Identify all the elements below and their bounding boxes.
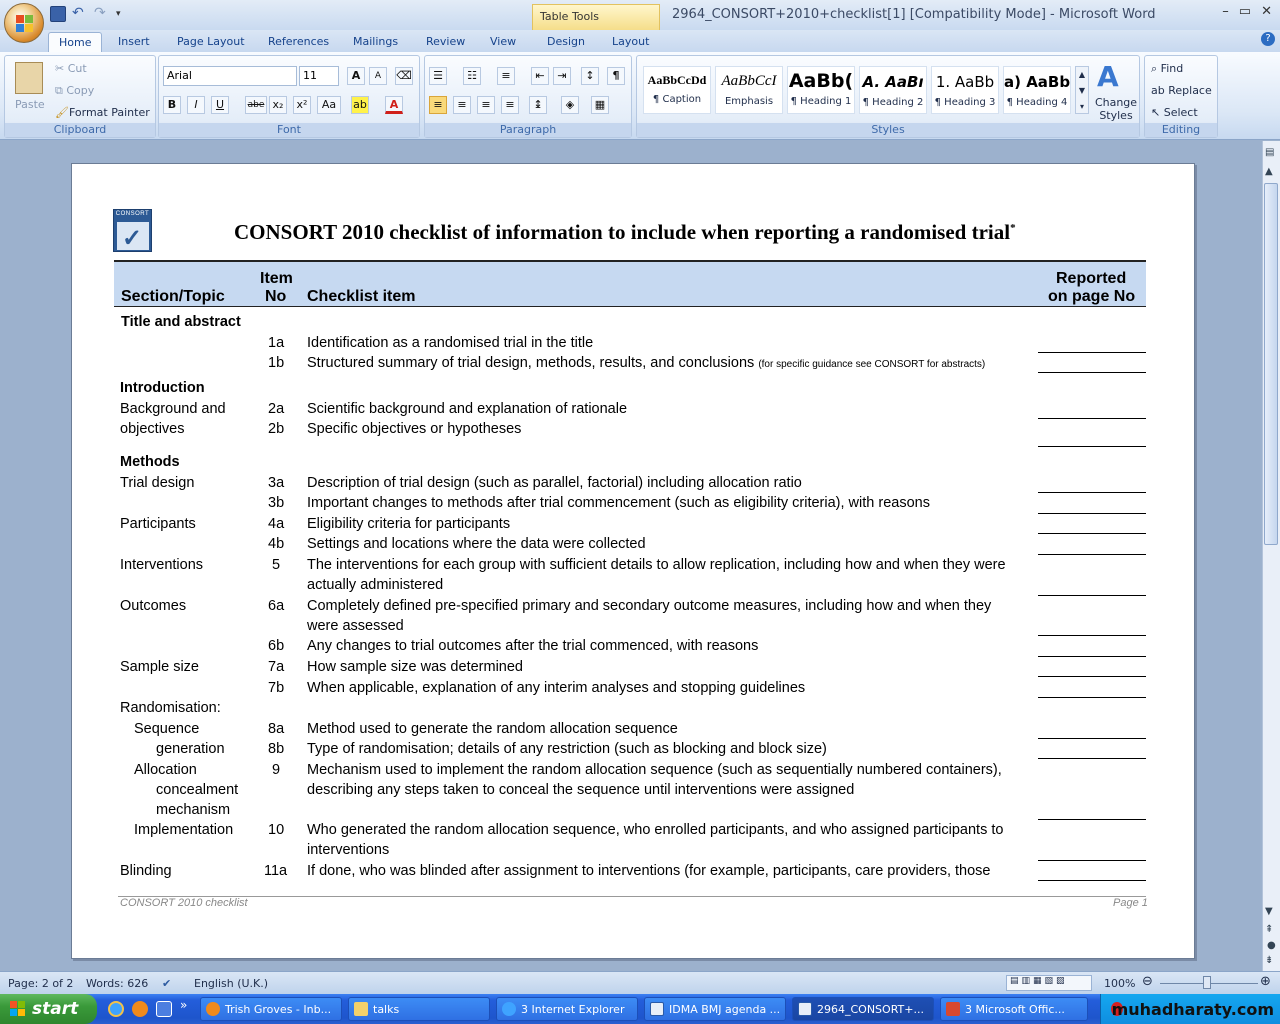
taskbar-item[interactable]: 3 Internet Explorer bbox=[496, 997, 638, 1021]
item-number: 1a bbox=[268, 335, 285, 351]
ie-icon bbox=[502, 1002, 516, 1016]
office-icon bbox=[946, 1002, 960, 1016]
tab-review[interactable]: Review bbox=[426, 35, 466, 48]
item-text: Type of randomisation; details of any restriction (such as blocking and block size) bbox=[307, 741, 827, 757]
font-size-combo[interactable]: 11 bbox=[299, 66, 339, 86]
page-number-line[interactable] bbox=[1038, 554, 1146, 555]
editing-label: Editing bbox=[1145, 123, 1217, 137]
page-number-line[interactable] bbox=[1038, 880, 1146, 881]
item-number: 2a bbox=[268, 401, 285, 417]
header-item: Item bbox=[260, 270, 293, 287]
strikethrough-button[interactable]: abe bbox=[245, 96, 267, 114]
restore-button[interactable]: ▭ bbox=[1238, 4, 1252, 19]
tab-page-layout[interactable]: Page Layout bbox=[177, 35, 245, 48]
tab-insert[interactable]: Insert bbox=[118, 35, 150, 48]
format-painter-button[interactable]: 🖌Format Painter bbox=[55, 106, 150, 119]
system-tray bbox=[1100, 994, 1280, 1024]
view-buttons[interactable]: ▤▥▦▧▨ bbox=[1006, 975, 1092, 991]
zoom-in-icon[interactable]: ⊕ bbox=[1260, 974, 1271, 989]
item-text: Description of trial design (such as parallel, factorial) including allocation ratio bbox=[307, 475, 802, 491]
next-page-icon[interactable]: ⇟ bbox=[1265, 955, 1274, 966]
minimize-button[interactable]: – bbox=[1222, 4, 1229, 19]
change-case-button[interactable]: Aa bbox=[317, 96, 341, 114]
zoom-level[interactable]: 100% bbox=[1104, 977, 1136, 990]
language-indicator[interactable]: English (U.K.) bbox=[194, 977, 269, 990]
ruler-toggle-icon[interactable]: ▤ bbox=[1265, 147, 1275, 158]
zoom-slider-thumb[interactable] bbox=[1203, 976, 1211, 989]
undo-icon[interactable]: ↶ bbox=[72, 5, 84, 21]
style-heading-3[interactable]: 1. AaBb ¶ Heading 3 bbox=[931, 66, 999, 114]
section-topic: Allocation bbox=[134, 762, 197, 778]
windows-logo-icon bbox=[10, 1001, 26, 1017]
start-button[interactable]: start bbox=[0, 994, 97, 1024]
page-number-line[interactable] bbox=[1038, 635, 1146, 636]
line-spacing-icon[interactable]: ↨ bbox=[529, 96, 547, 114]
copy-icon: ⧉ bbox=[55, 84, 67, 97]
section-topic: Trial design bbox=[120, 475, 195, 491]
borders-icon[interactable]: ▦ bbox=[591, 96, 609, 114]
clipboard-label: Clipboard bbox=[5, 123, 155, 137]
title-bar bbox=[0, 0, 1280, 30]
tab-mailings[interactable]: Mailings bbox=[353, 35, 399, 48]
taskbar-item[interactable]: IDMA BMJ agenda ... bbox=[644, 997, 786, 1021]
item-text: Eligibility criteria for participants bbox=[307, 516, 511, 532]
page-number-line[interactable] bbox=[1038, 513, 1146, 514]
item-text: Mechanism used to implement the random allocation sequence (such as sequentially numbered containers), bbox=[307, 762, 1002, 778]
cursor-icon: ↖ bbox=[1151, 106, 1164, 119]
styles-scroll[interactable]: ▲ ▼ ▾ bbox=[1075, 66, 1089, 114]
watermark-text: muhadharaty.com bbox=[1111, 1000, 1274, 1019]
previous-page-icon[interactable]: ⇞ bbox=[1265, 924, 1274, 935]
highlight-icon[interactable]: ab bbox=[351, 96, 369, 114]
style-heading-2[interactable]: A. AaBı ¶ Heading 2 bbox=[859, 66, 927, 114]
underline-button[interactable]: U bbox=[211, 96, 229, 114]
word-doc-icon bbox=[650, 1002, 664, 1016]
replace-icon: ab bbox=[1151, 84, 1169, 97]
item-number: 7a bbox=[268, 659, 285, 675]
numbering-icon[interactable]: ☷ bbox=[463, 67, 481, 85]
item-text: When applicable, explanation of any interim analyses and stopping guidelines bbox=[307, 680, 806, 696]
tab-layout[interactable]: Layout bbox=[612, 35, 650, 48]
page-number-line[interactable] bbox=[1038, 446, 1146, 447]
paragraph-label: Paragraph bbox=[425, 123, 631, 137]
section-topic: objectives bbox=[120, 421, 185, 437]
item-text: Identification as a randomised trial in the title bbox=[307, 335, 594, 351]
footer-left: CONSORT 2010 checklist bbox=[120, 897, 248, 909]
close-button[interactable]: ✕ bbox=[1261, 4, 1272, 19]
page-number-line[interactable] bbox=[1038, 533, 1146, 534]
tab-home[interactable]: Home bbox=[48, 32, 102, 52]
item-text-continued: interventions bbox=[307, 842, 390, 858]
item-number: 3b bbox=[268, 495, 285, 511]
paste-icon[interactable] bbox=[15, 62, 43, 94]
item-number: 11a bbox=[264, 863, 288, 879]
scroll-down-icon[interactable]: ▼ bbox=[1265, 906, 1273, 917]
section-topic: Blinding bbox=[120, 863, 172, 879]
item-text: Important changes to methods after trial commencement (such as eligibility criteria), with reasons bbox=[307, 495, 930, 511]
item-number: 8a bbox=[268, 721, 285, 737]
paste-button[interactable]: Paste bbox=[15, 98, 45, 111]
page-number-line[interactable] bbox=[1038, 697, 1146, 698]
word-count[interactable]: Words: 626 bbox=[86, 977, 149, 990]
page-number-line[interactable] bbox=[1038, 595, 1146, 596]
justify-icon[interactable]: ≡ bbox=[501, 96, 519, 114]
bullets-icon[interactable]: ☰ bbox=[429, 67, 447, 85]
section-heading: Title and abstract bbox=[121, 314, 241, 330]
item-text: Scientific background and explanation of rationale bbox=[307, 401, 628, 417]
section-topic: Outcomes bbox=[120, 598, 187, 614]
align-left-icon[interactable]: ≡ bbox=[429, 96, 447, 114]
window-title: 2964_CONSORT+2010+checklist[1] [Compatibility Mode] - Microsoft Word bbox=[672, 7, 1156, 22]
paragraph-group bbox=[424, 55, 632, 138]
section-topic: Randomisation: bbox=[120, 700, 221, 716]
section-topic: generation bbox=[156, 741, 225, 757]
header-section-topic: Section/Topic bbox=[121, 288, 225, 305]
header-reported: Reported bbox=[1056, 270, 1127, 287]
page-number-line[interactable] bbox=[1038, 656, 1146, 657]
taskbar bbox=[0, 994, 1280, 1024]
replace-button[interactable]: ab Replace bbox=[1151, 84, 1212, 97]
show-formatting-icon[interactable]: ¶ bbox=[607, 67, 625, 85]
find-button[interactable]: ⌕ Find bbox=[1151, 62, 1184, 75]
bold-button[interactable]: B bbox=[163, 96, 181, 114]
item-text-continued: actually administered bbox=[307, 577, 444, 593]
item-text-continued: describing any steps taken to conceal the sequence until interventions were assigned bbox=[307, 782, 855, 798]
table-tools-context: Table Tools bbox=[532, 4, 660, 30]
header-on-page-no: on page No bbox=[1048, 288, 1136, 305]
item-text: If done, who was blinded after assignment to interventions (for example, participants, care providers, those bbox=[307, 863, 991, 879]
page-number-line[interactable] bbox=[1038, 372, 1146, 373]
item-number: 3a bbox=[268, 475, 285, 491]
item-text: Settings and locations where the data were collected bbox=[307, 536, 646, 552]
style-emphasis[interactable]: AaBbCcI Emphasis bbox=[715, 66, 783, 114]
firefox-quicklaunch-icon[interactable] bbox=[132, 1001, 148, 1017]
binoculars-icon: ⌕ bbox=[1151, 62, 1161, 75]
zoom-out-icon[interactable]: ⊖ bbox=[1142, 974, 1153, 989]
footer-rule bbox=[118, 896, 1146, 897]
decrease-indent-icon[interactable]: ⇤ bbox=[531, 67, 549, 85]
help-icon[interactable]: ? bbox=[1261, 32, 1275, 46]
section-heading: Introduction bbox=[120, 380, 205, 396]
taskbar-item[interactable]: 3 Microsoft Offic... bbox=[940, 997, 1088, 1021]
font-label: Font bbox=[159, 123, 419, 137]
styles-group bbox=[636, 55, 1140, 138]
item-number: 2b bbox=[268, 421, 285, 437]
item-number: 9 bbox=[272, 762, 281, 778]
shading-icon[interactable]: ◈ bbox=[561, 96, 579, 114]
page-number-line[interactable] bbox=[1038, 860, 1146, 861]
item-text: Completely defined pre-specified primary and secondary outcome measures, including how and when they bbox=[307, 598, 992, 614]
item-text: The interventions for each group with sufficient details to allow replication, including how and when they were bbox=[307, 557, 1006, 573]
editing-group bbox=[1144, 55, 1218, 138]
page-number-line[interactable] bbox=[1038, 418, 1146, 419]
tab-references[interactable]: References bbox=[268, 35, 330, 48]
window-controls bbox=[1222, 4, 1272, 19]
ribbon-tab-bar bbox=[0, 30, 1280, 52]
office-logo-icon bbox=[16, 15, 34, 33]
section-topic: Sample size bbox=[120, 659, 199, 675]
taskbar-item[interactable]: talks bbox=[348, 997, 490, 1021]
taskbar-item[interactable]: Trish Groves - Inb... bbox=[200, 997, 342, 1021]
grow-font-icon[interactable]: A bbox=[347, 67, 365, 85]
item-number: 4a bbox=[268, 516, 285, 532]
styles-label: Styles bbox=[637, 123, 1139, 137]
item-text: Any changes to trial outcomes after the trial commenced, with reasons bbox=[307, 638, 759, 654]
ribbon bbox=[0, 52, 1280, 140]
page-number-line[interactable] bbox=[1038, 492, 1146, 493]
checkmark-icon: ✓ bbox=[122, 225, 143, 252]
clipboard-group bbox=[4, 55, 156, 138]
section-topic: Background and bbox=[120, 401, 226, 417]
superscript-button[interactable]: x² bbox=[293, 96, 311, 114]
item-number: 1b bbox=[268, 355, 285, 371]
multilevel-list-icon[interactable]: ≡ bbox=[497, 67, 515, 85]
item-text: Specific objectives or hypotheses bbox=[307, 421, 522, 437]
word-doc-icon bbox=[798, 1002, 812, 1016]
scrollbar-thumb[interactable] bbox=[1264, 183, 1278, 545]
section-heading: Methods bbox=[120, 454, 180, 470]
footer-page: Page 1 bbox=[1113, 897, 1148, 909]
page-number-line[interactable] bbox=[1038, 676, 1146, 677]
subscript-button[interactable]: x₂ bbox=[269, 96, 287, 114]
header-checklist-item: Checklist item bbox=[307, 288, 416, 305]
section-topic-continued: mechanism bbox=[156, 802, 231, 818]
format-painter-icon: 🖌 bbox=[55, 106, 69, 119]
cut-button[interactable]: ✂ Cut bbox=[55, 62, 87, 75]
change-styles-icon: A bbox=[1097, 60, 1119, 93]
sort-icon[interactable]: ↕ bbox=[581, 67, 599, 85]
style-caption[interactable]: AaBbCcDd ¶ Caption bbox=[643, 66, 711, 114]
font-group bbox=[158, 55, 420, 138]
select-browse-object-icon[interactable]: ● bbox=[1267, 940, 1276, 951]
item-number: 7b bbox=[268, 680, 285, 696]
cut-icon: ✂ bbox=[55, 62, 68, 75]
consort-logo: CONSORT ✓ bbox=[113, 209, 152, 252]
increase-indent-icon[interactable]: ⇥ bbox=[553, 67, 571, 85]
section-topic: Implementation bbox=[134, 822, 234, 838]
document-title: CONSORT 2010 checklist of information to include when reporting a randomised trial* bbox=[234, 220, 1016, 244]
taskbar-item-active[interactable]: 2964_CONSORT+... bbox=[792, 997, 934, 1021]
page-number-line[interactable] bbox=[1038, 819, 1146, 820]
proofing-icon[interactable]: ✔ bbox=[162, 977, 172, 990]
folder-icon bbox=[354, 1002, 368, 1016]
style-heading-1[interactable]: AaBb( ¶ Heading 1 bbox=[787, 66, 855, 114]
item-text: Who generated the random allocation sequence, who enrolled participants, and who assigned participants to bbox=[307, 822, 1004, 838]
align-center-icon[interactable]: ≡ bbox=[453, 96, 471, 114]
page-number-line[interactable] bbox=[1038, 738, 1146, 739]
align-right-icon[interactable]: ≡ bbox=[477, 96, 495, 114]
office-button[interactable] bbox=[4, 3, 44, 43]
redo-icon[interactable]: ↷ bbox=[94, 5, 106, 21]
item-number: 10 bbox=[268, 822, 285, 838]
header-no: No bbox=[265, 288, 287, 305]
page-number-line[interactable] bbox=[1038, 352, 1146, 353]
section-topic-continued: concealment bbox=[156, 782, 239, 798]
item-text: Method used to generate the random allocation sequence bbox=[307, 721, 678, 737]
status-bar bbox=[0, 971, 1280, 994]
item-text-continued: were assessed bbox=[307, 618, 404, 634]
item-number: 8b bbox=[268, 741, 285, 757]
change-styles-button[interactable]: Change Styles bbox=[1094, 96, 1138, 122]
item-text: Structured summary of trial design, methods, results, and conclusions (for specific guidance see CONSORT for abstracts) bbox=[307, 355, 986, 371]
style-heading-4[interactable]: a) AaBb ¶ Heading 4 bbox=[1003, 66, 1071, 114]
copy-button[interactable]: ⧉ Copy bbox=[55, 84, 95, 97]
item-number: 5 bbox=[272, 557, 281, 573]
select-button[interactable]: ↖ Select bbox=[1151, 106, 1198, 119]
tab-view[interactable]: View bbox=[490, 35, 517, 48]
item-text: How sample size was determined bbox=[307, 659, 523, 675]
item-number: 4b bbox=[268, 536, 285, 552]
ie-quicklaunch-icon[interactable] bbox=[108, 1001, 124, 1017]
customize-qat-icon[interactable]: ▾ bbox=[116, 9, 121, 19]
quick-access-toolbar bbox=[50, 5, 132, 23]
shrink-font-icon[interactable]: A bbox=[369, 67, 387, 85]
page-number-line[interactable] bbox=[1038, 758, 1146, 759]
italic-button[interactable]: I bbox=[187, 96, 205, 114]
save-icon[interactable] bbox=[50, 6, 66, 22]
item-number: 6b bbox=[268, 638, 285, 654]
outlook-quicklaunch-icon[interactable] bbox=[156, 1001, 172, 1017]
page-count[interactable]: Page: 2 of 2 bbox=[8, 977, 74, 990]
clear-formatting-icon[interactable]: ⌫ bbox=[395, 67, 413, 85]
font-color-icon[interactable]: A bbox=[385, 96, 403, 114]
section-topic: Interventions bbox=[120, 557, 204, 573]
quicklaunch-expand-icon[interactable]: » bbox=[180, 998, 188, 1012]
tab-design[interactable]: Design bbox=[547, 35, 585, 48]
scroll-up-icon[interactable]: ▲ bbox=[1265, 166, 1273, 177]
section-topic: Participants bbox=[120, 516, 196, 532]
firefox-icon bbox=[206, 1002, 220, 1016]
font-name-combo[interactable]: Arial bbox=[163, 66, 297, 86]
section-topic: Sequence bbox=[134, 721, 200, 737]
item-number: 6a bbox=[268, 598, 285, 614]
